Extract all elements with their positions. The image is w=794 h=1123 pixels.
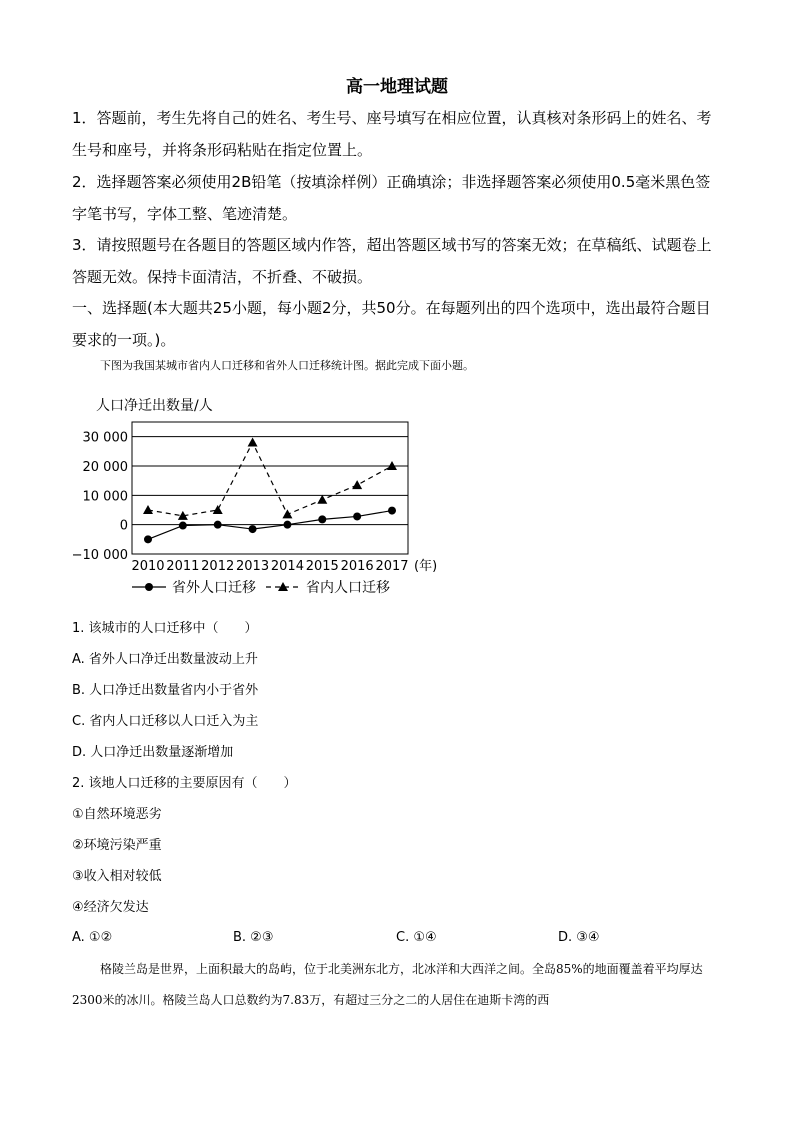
series-2-point	[352, 480, 362, 489]
series-1-point	[249, 525, 257, 533]
question-1-stem: 1. 该城市的人口迁移中（ ）	[72, 621, 258, 636]
x-tick-label: 2015	[305, 559, 339, 574]
series-2-point	[143, 505, 153, 514]
question-2-item-4: ④经济欠发达	[72, 900, 149, 915]
question-2-option-d: D. ③④	[558, 930, 600, 945]
series-1-point	[353, 512, 361, 520]
series-1-point	[318, 515, 326, 523]
question-2-option-a: A. ①②	[72, 930, 113, 945]
question-1-option-a: A. 省外人口净迁出数量波动上升	[72, 652, 258, 667]
y-tick-label: −10 000	[71, 548, 128, 563]
x-tick-label: 2010	[131, 559, 165, 574]
x-axis-label: (年)	[414, 559, 438, 574]
question-intro: 下图为我国某城市省内人口迁移和省外人口迁移统计图。据此完成下面小题。	[100, 359, 474, 372]
plot-frame	[132, 422, 408, 554]
question-2-item-3: ③收入相对较低	[72, 869, 162, 884]
legend-marker-1	[145, 583, 153, 591]
question-2-option-b: B. ②③	[233, 930, 274, 945]
series-1-point	[144, 535, 152, 543]
y-axis-label: 人口净迁出数量/人	[96, 398, 213, 414]
series-2-point	[317, 495, 327, 504]
question-2-item-2: ②环境污染严重	[72, 838, 162, 853]
greenland-passage: 格陵兰岛是世界，上面积最大的岛屿，位于北美洲东北方，北冰洋和大西洋之间。全岛85%的地面覆盖着平均厚达2300米的冰川。格陵兰岛人口总数约为7.83万，有超过三分之二的人居住在迪斯卡湾的西	[72, 962, 703, 1007]
y-tick-label: 0	[119, 518, 128, 534]
y-tick-label: 10 000	[82, 489, 128, 505]
instruction-2: 2．选择题答案必须使用2B铅笔（按填涂样例）正确填涂；非选择题答案必须使用0.5毫米黑色签字笔书写，字体工整、笔迹清楚。	[72, 173, 711, 223]
y-tick-label: 30 000	[82, 430, 128, 446]
legend-label-1: 省外人口迁移	[172, 580, 256, 596]
migration-line-chart	[60, 390, 460, 605]
question-2-item-1: ①自然环境恶劣	[72, 807, 162, 822]
page-title: 高一地理试题	[346, 77, 448, 97]
x-tick-label: 2011	[166, 559, 200, 574]
series-2-point	[213, 505, 223, 514]
question-1-option-d: D. 人口净迁出数量逐渐增加	[72, 745, 234, 760]
instruction-3: 3．请按照题号在各题目的答题区域内作答，超出答题区域书写的答案无效；在草稿纸、试题卷上答题无效。保持卡面清洁，不折叠、不破损。	[72, 236, 712, 286]
x-tick-label: 2016	[340, 559, 374, 574]
series-1-point	[179, 522, 187, 530]
series-1-point	[388, 507, 396, 515]
series-2-point	[248, 438, 258, 447]
y-tick-label: 20 000	[82, 460, 128, 475]
question-2-option-c: C. ①④	[396, 930, 437, 945]
question-1-option-b: B. 人口净迁出数量省内小于省外	[72, 683, 259, 698]
series-1-point	[283, 521, 291, 529]
series-1-point	[214, 521, 222, 529]
question-1-option-c: C. 省内人口迁移以人口迁入为主	[72, 714, 259, 729]
x-tick-label: 2017	[375, 559, 409, 574]
question-2-stem: 2. 该地人口迁移的主要原因有（ ）	[72, 776, 297, 791]
series-2-point	[282, 509, 292, 518]
x-tick-label: 2012	[201, 559, 235, 574]
section-heading: 一、选择题(本大题共25小题，每小题2分，共50分。在每题列出的四个选项中，选出最符合题目要求的一项。)。	[72, 299, 711, 349]
x-tick-label: 2013	[236, 559, 270, 574]
x-tick-label: 2014	[270, 559, 304, 574]
legend-label-2: 省内人口迁移	[306, 580, 390, 596]
instruction-1: 1．答题前，考生先将自己的姓名、考生号、座号填写在相应位置，认真核对条形码上的姓名、考生号和座号，并将条形码粘贴在指定位置上。	[72, 109, 712, 159]
series-line-2	[148, 443, 392, 516]
